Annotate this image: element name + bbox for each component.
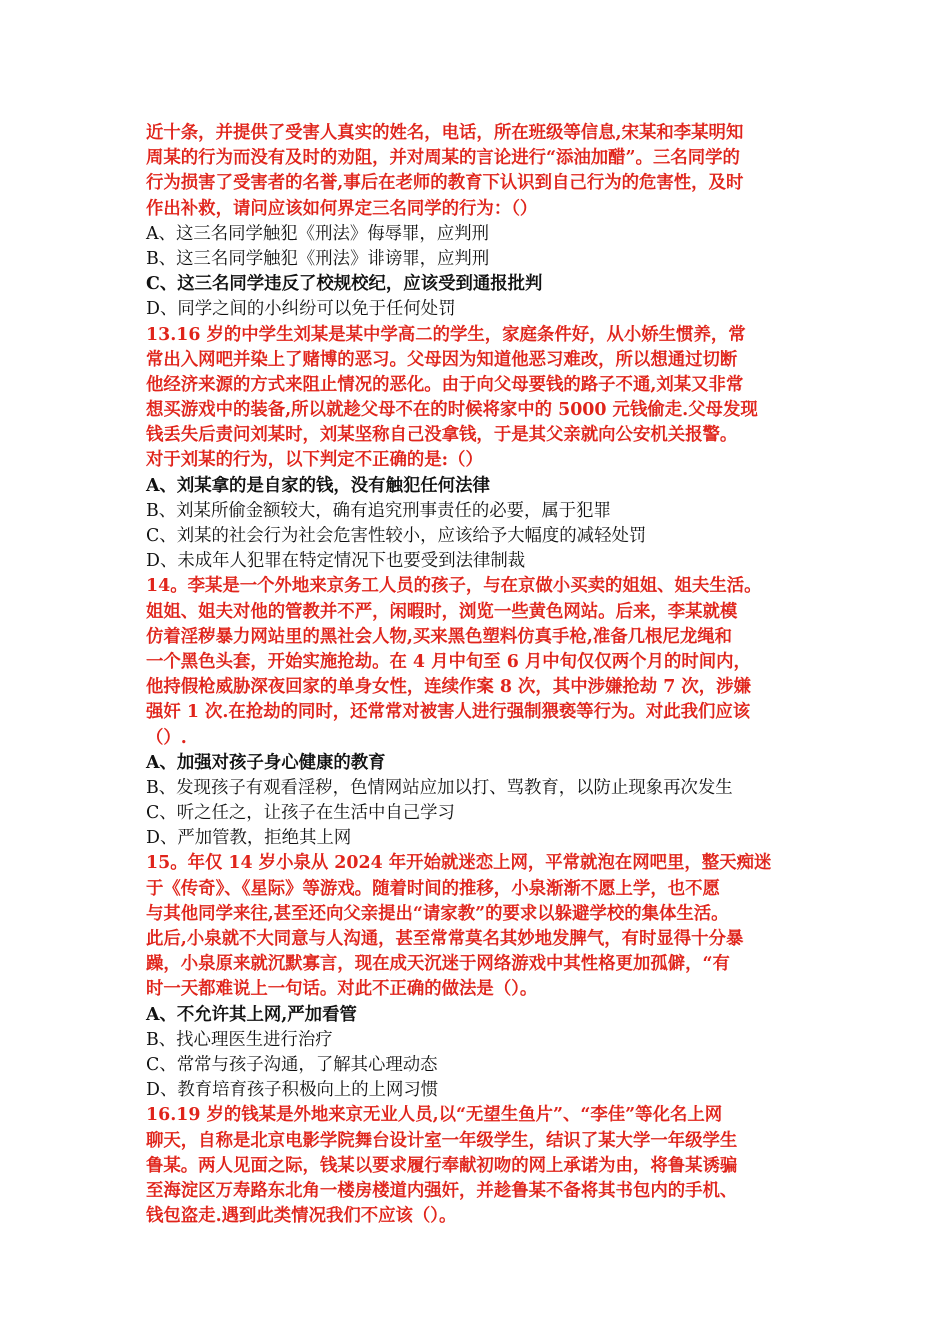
answer-option-c: C、常常与孩子沟通，了解其心理动态 (146, 1054, 438, 1075)
question-stem-line: 近十条，并提供了受害人真实的姓名，电话，所在班级等信息,宋某和李某明知 (146, 123, 744, 143)
question-stem-line: 对于刘某的行为，以下判定不正确的是:（） (146, 450, 483, 471)
question-stem-line: 想买游戏中的装备,所以就趁父母不在的时候将家中的 5000 元钱偷走.父母发现 (146, 400, 758, 421)
question-stem-line: 常出入网吧并染上了赌博的恶习。父母因为知道他恶习难改，所以想通过切断 (146, 349, 738, 370)
answer-option-d: D、严加管教，拒绝其上网 (146, 828, 352, 849)
question-stem-line: （）. (146, 727, 187, 748)
question-stem-line: 他经济来源的方式来阻止情况的恶化。由于向父母要钱的路子不通,刘某又非常 (146, 374, 744, 395)
answer-option-b: B、找心理医生进行治疗 (146, 1029, 333, 1050)
question-stem-line: 15。年仅 14 岁小泉从 2024 年开始就迷恋上网，平常就泡在网吧里，整天痴迷 (146, 853, 772, 874)
question-stem-line: 姐姐、姐夫对他的管教并不严，闲暇时，浏览一些黄色网站。后来，李某就模 (146, 601, 738, 622)
question-stem-line: 与其他同学来往,甚至还向父亲提出“请家教”的要求以躲避学校的集体生活。 (146, 903, 729, 924)
answer-option-d: D、同学之间的小纠纷可以免于任何处罚 (146, 299, 456, 320)
question-13 (146, 323, 816, 575)
question-stem-line: 行为损害了受害者的名誉,事后在老师的教育下认识到自己行为的危害性，及时 (146, 173, 744, 194)
question-stem-line: 一个黑色头套，开始实施抢劫。在 4 月中旬至 6 月中旬仅仅两个月的时间内， (146, 651, 751, 672)
question-stem-line: 他持假枪威胁深夜回家的单身女性，连续作案 8 次，其中涉嫌抢劫 7 次，涉嫌 (146, 677, 751, 698)
answer-option-d: D、未成年人犯罪在特定情况下也要受到法律制裁 (146, 551, 526, 572)
answer-option-a-correct: A、刘某拿的是自家的钱，没有触犯任何法律 (146, 475, 490, 496)
question-stem-line: 至海淀区万寿路东北角一楼房楼道内强奸，并趁鲁某不备将其书包内的手机、 (146, 1180, 738, 1201)
answer-option-a-correct: A、加强对孩子身心健康的教育 (146, 752, 386, 773)
question-stem-line: 此后,小泉就不大同意与人沟通，甚至常常莫名其妙地发脾气，有时显得十分暴 (146, 929, 744, 949)
question-stem-line: 13.16 岁的中学生刘某是某中学高二的学生，家庭条件好，从小娇生惯养，常 (146, 324, 746, 345)
question-stem-line: 14。李某是一个外地来京务工人员的孩子，与在京做小买卖的姐姐、姐夫生活。 (146, 576, 762, 597)
question-12 (146, 121, 816, 323)
question-stem-line: 钱包盗走.遇到此类情况我们不应该（）。 (146, 1206, 457, 1227)
question-stem-line: 聊天，自称是北京电影学院舞台设计室一年级学生，结识了某大学一年级学生 (146, 1130, 738, 1151)
question-stem-line: 仿着淫秽暴力网站里的黑社会人物,买来黑色塑料仿真手枪,准备几根尼龙绳和 (146, 626, 733, 647)
answer-option-a-correct: A、不允许其上网,严加看管 (146, 1004, 357, 1025)
answer-option-a: A、这三名同学触犯《刑法》侮辱罪，应判刑 (146, 223, 489, 244)
question-stem-line: 时一天都难说上一句话。对此不正确的做法是（）。 (146, 979, 538, 1000)
question-stem-line: 钱丢失后责问刘某时，刘某坚称自己没拿钱，于是其父亲就向公安机关报警。 (146, 425, 738, 446)
question-stem-line: 16.19 岁的钱某是外地来京无业人员,以“无望生鱼片”、“李佳”等化名上网 (146, 1105, 723, 1126)
question-stem-line: 鲁某。两人见面之际，钱某以要求履行奉献初吻的网上承诺为由，将鲁某诱骗 (146, 1155, 738, 1176)
answer-option-c-correct: C、这三名同学违反了校规校纪，应该受到通报批判 (146, 274, 543, 295)
question-15 (146, 851, 816, 1103)
answer-option-c: C、刘某的社会行为社会危害性较小，应该给予大幅度的减轻处罚 (146, 526, 647, 546)
question-stem-line: 周某的行为而没有及时的劝阻，并对周某的言论进行“添油加醋”。三名同学的 (146, 148, 740, 169)
answer-option-b: B、刘某所偷金额较大，确有追究刑事责任的必要，属于犯罪 (146, 500, 611, 521)
answer-option-c: C、听之任之，让孩子在生活中自己学习 (146, 803, 455, 824)
question-stem-line: 躁，小泉原来就沉默寡言，现在成天沉迷于网络游戏中其性格更加孤僻，“有 (146, 954, 730, 975)
answer-option-d: D、教育培育孩子积极向上的上网习惯 (146, 1080, 439, 1101)
question-stem-line: 强奸 1 次.在抢劫的同时，还常常对被害人进行强制猥亵等行为。对此我们应该 (146, 702, 751, 723)
question-16 (146, 1103, 816, 1229)
question-stem-line: 于《传奇》、《星际》等游戏。随着时间的推移，小泉渐渐不愿上学，也不愿 (146, 878, 720, 899)
question-stem-line: 作出补救，请问应该如何界定三名同学的行为：（） (146, 198, 538, 219)
document-page (146, 121, 816, 1229)
answer-option-b: B、发现孩子有观看淫秽，色情网站应加以打、骂教育，以防止现象再次发生 (146, 777, 733, 798)
answer-option-b: B、这三名同学触犯《刑法》诽谤罪，应判刑 (146, 248, 490, 269)
question-14 (146, 574, 816, 851)
